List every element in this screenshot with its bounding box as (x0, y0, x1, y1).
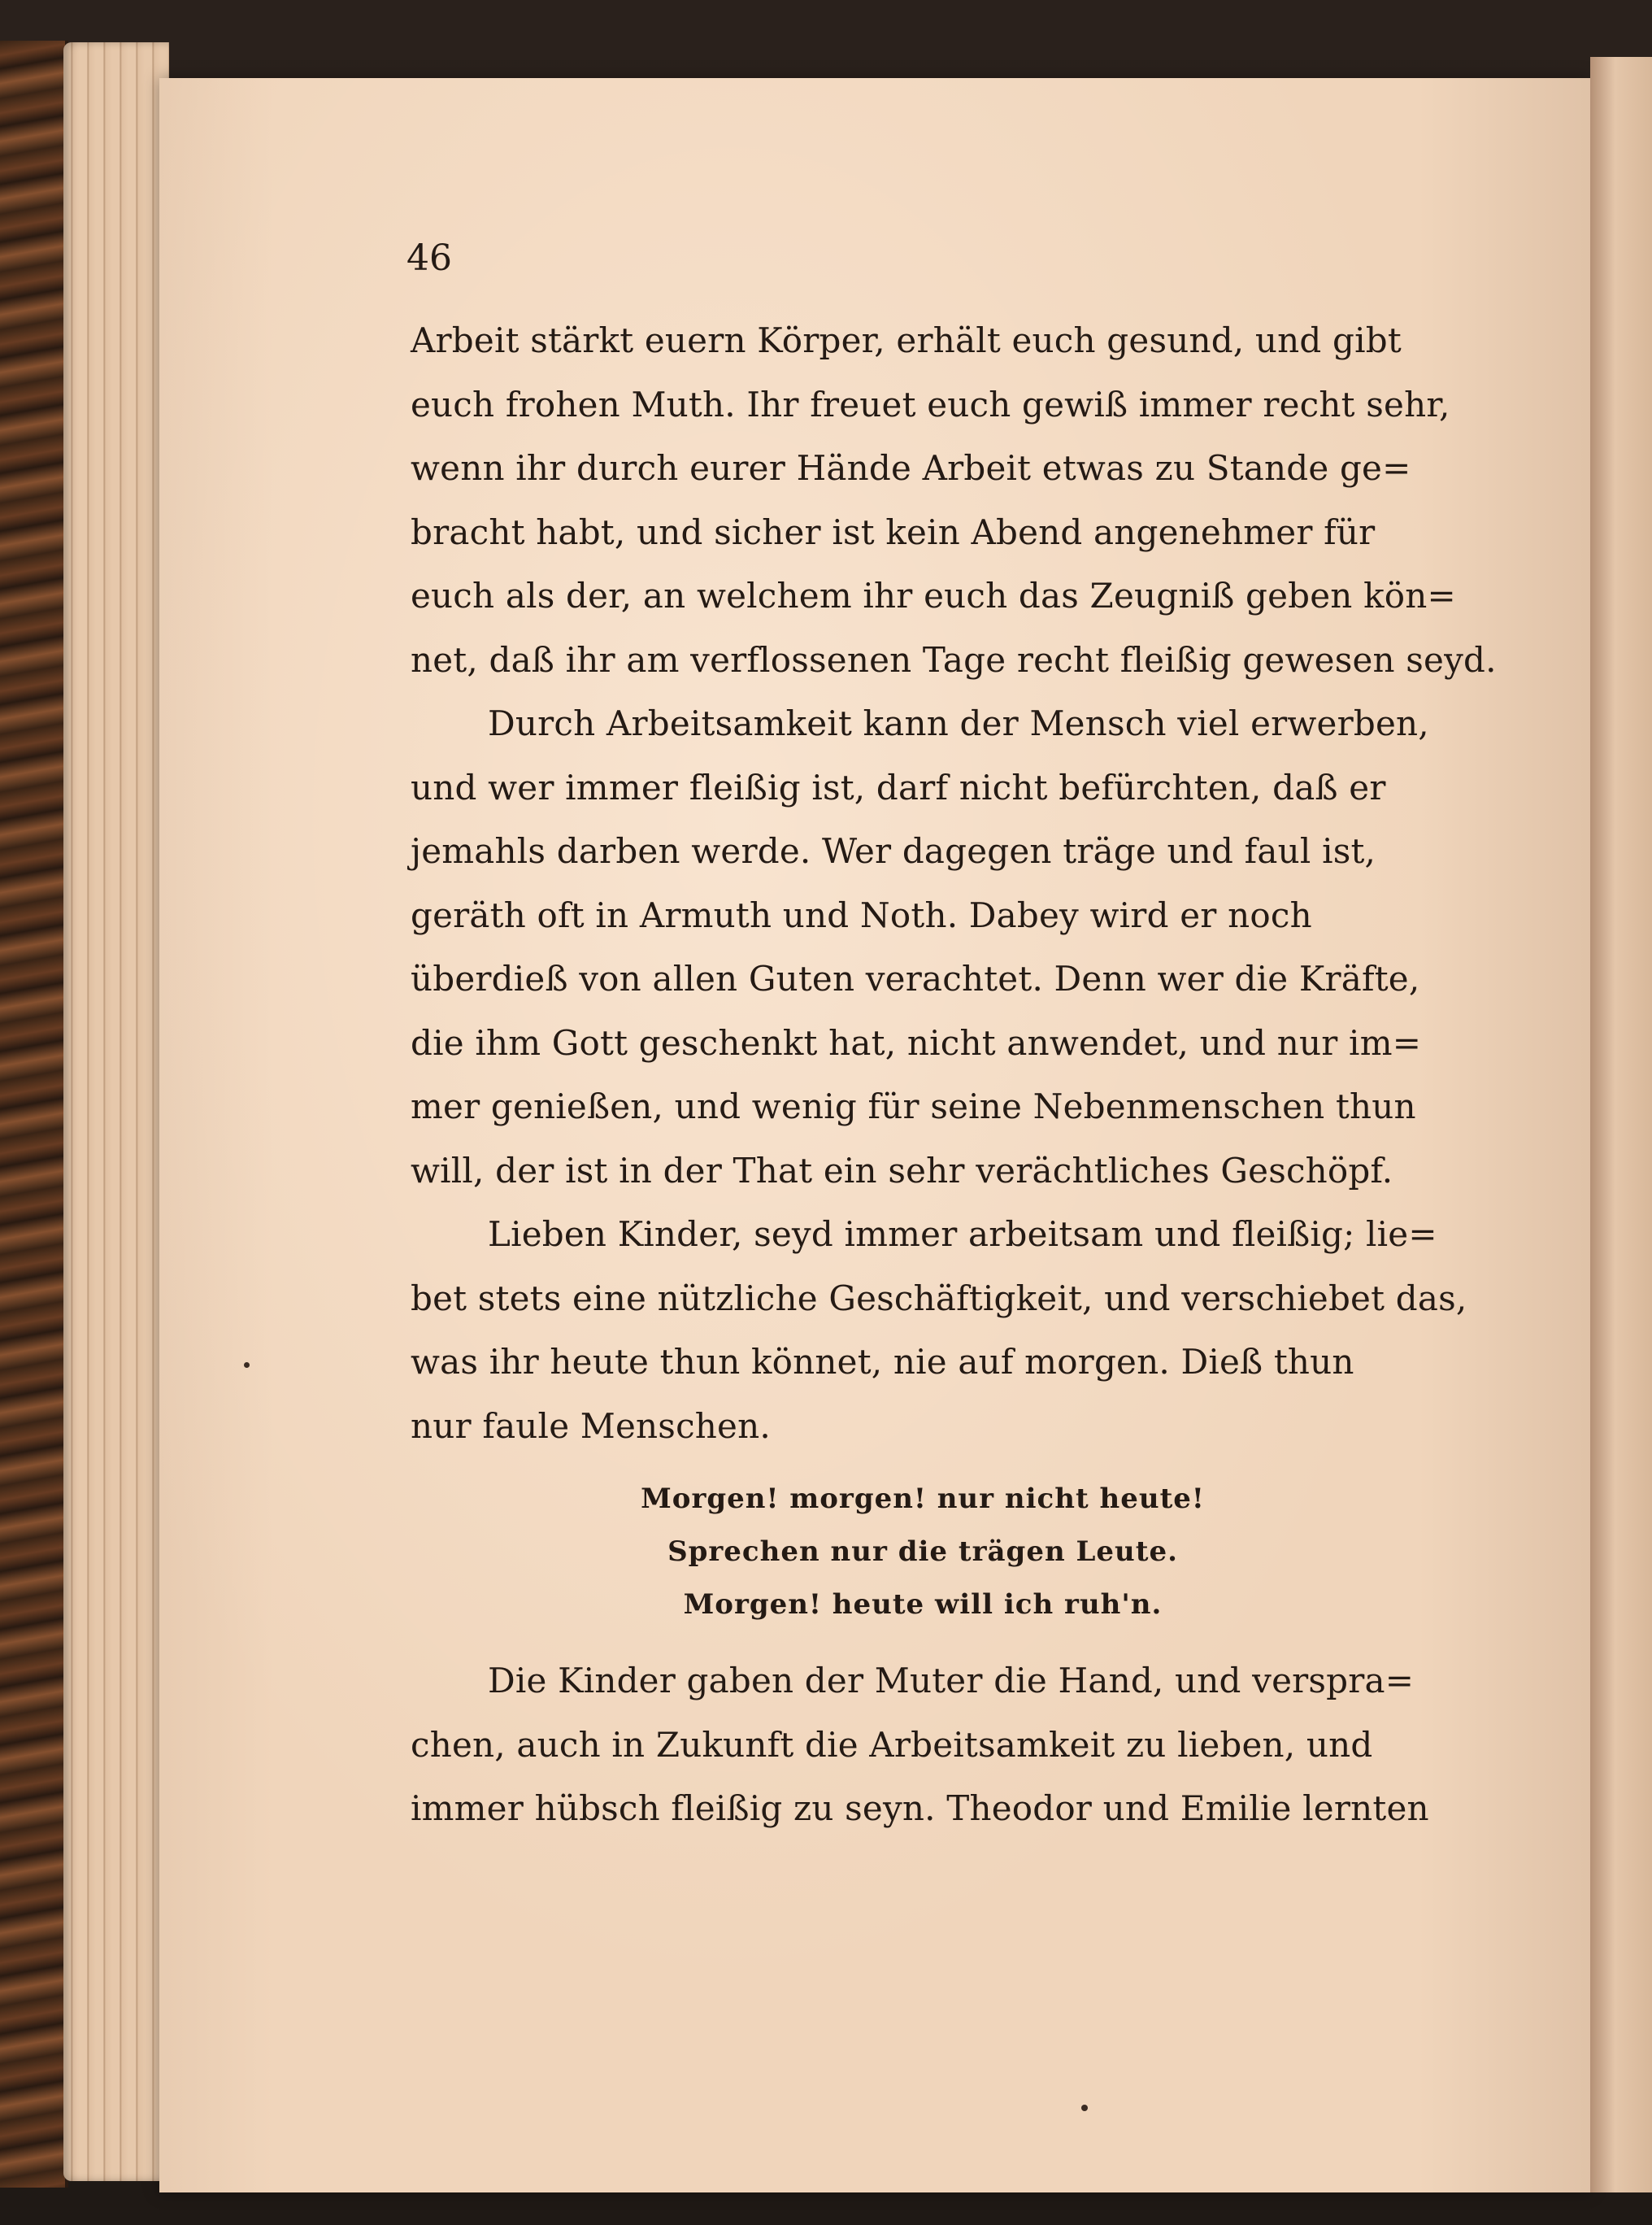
text-line: jemahls darben werde. Wer dagegen träge und faul ist, (411, 831, 1376, 871)
marbled-cover (0, 41, 68, 2188)
paragraph-3 (411, 1203, 1467, 1458)
verse-line: Morgen! heute will ich ruh'n. (683, 1588, 1163, 1621)
text-line: und wer immer fleißig ist, darf nicht befürchten, daß er (411, 767, 1386, 808)
text-line: net, daß ihr am verflossenen Tage recht fleißig gewesen seyd. (411, 639, 1497, 680)
text-line: Die Kinder gaben der Muter die Hand, und verspra= (488, 1661, 1415, 1700)
text-line: chen, auch in Zukunft die Arbeitsamkeit zu lieben, und (411, 1724, 1373, 1765)
text-line: bet stets eine nützliche Geschäftigkeit, und verschiebet das, (411, 1278, 1467, 1318)
paragraph-2 (411, 692, 1459, 1203)
text-line: was ihr heute thun könnet, nie auf morgen. Dieß thun (411, 1342, 1354, 1382)
paragraph-4 (411, 1649, 1459, 1841)
ink-speck (244, 1362, 250, 1368)
text-line: euch als der, an welchem ihr euch das Zeugniß geben kön= (411, 576, 1456, 616)
ink-speck (1081, 2105, 1088, 2111)
page-text (411, 309, 1497, 1841)
text-line: will, der ist in der That ein sehr verächtliches Geschöpf. (411, 1150, 1393, 1191)
verse-line: Morgen! morgen! nur nicht heute! (641, 1483, 1205, 1515)
text-line: geräth oft in Armuth und Noth. Dabey wird er noch (411, 895, 1312, 935)
text-line: Lieben Kinder, seyd immer arbeitsam und fleißig; lie= (488, 1214, 1437, 1254)
paragraph-1 (411, 309, 1497, 692)
verse-block (411, 1473, 1459, 1631)
page-number: 46 (406, 237, 452, 279)
text-line: überdieß von allen Guten verachtet. Denn wer die Kräfte, (411, 959, 1420, 999)
text-line: Arbeit stärkt euern Körper, erhält euch gesund, und gibt (411, 320, 1402, 360)
text-line: wenn ihr durch eurer Hände Arbeit etwas zu Stande ge= (411, 448, 1411, 488)
text-line: euch frohen Muth. Ihr freuet euch gewiß immer recht sehr, (411, 384, 1450, 425)
text-line: mer genießen, und wenig für seine Nebenmenschen thun (411, 1086, 1416, 1126)
facing-page-gutter (1590, 57, 1652, 2192)
page-edges (63, 42, 169, 2181)
verse-line: Sprechen nur die trägen Leute. (667, 1535, 1178, 1568)
text-line: die ihm Gott geschenkt hat, nicht anwendet, und nur im= (411, 1022, 1422, 1063)
text-line: bracht habt, und sicher ist kein Abend angenehmer für (411, 512, 1376, 552)
text-line: Durch Arbeitsamkeit kann der Mensch viel erwerben, (488, 703, 1429, 743)
text-line: immer hübsch fleißig zu seyn. Theodor und Emilie lernten (411, 1788, 1429, 1828)
text-line: nur faule Menschen. (411, 1405, 771, 1446)
